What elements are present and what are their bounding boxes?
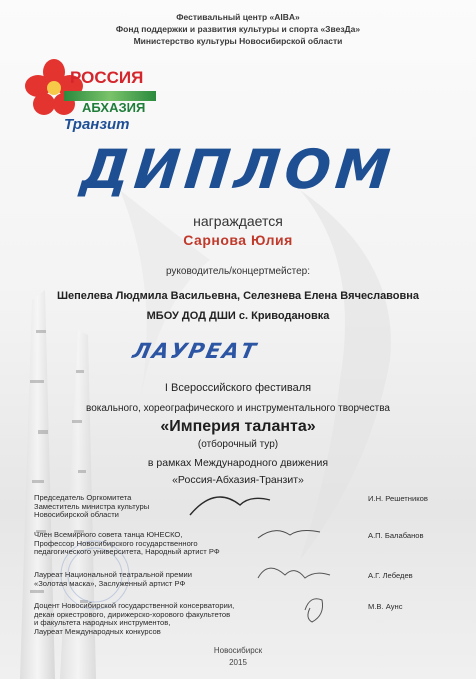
festival-logo [24,58,174,138]
festival-line-1: I Всероссийского фестиваля [164,382,312,394]
signatory-3-title: Лауреат Национальной театральной премии «Золотая маска», Заслуженный артист РФ [34,570,193,588]
festival-line-2: вокального, хореографического и инструментального творчества [86,403,390,414]
festival-name: «Империя таланта» [160,418,316,435]
movement-name: «Россия-Абхазия-Транзит» [172,474,304,486]
logo-word-2: АБХАЗИЯ [82,100,146,115]
recipient-name: Сарнова Юлия [183,232,293,248]
signatory-4-name: М.В. Аунс [368,602,403,611]
signatory-2-title: Член Всемирного совета танца ЮНЕСКО, Профессор Новосибирского государственного педагогического университета, Народный артист РФ [34,530,220,557]
organizer-line-2: Фонд поддержки и развития культуры и спорта «ЗвезДа» [115,24,361,34]
diploma-title: ДИПЛОМ [78,138,398,201]
logo-word-1: РОССИЯ [70,68,144,87]
flower-icon [24,58,84,118]
year: 2015 [229,658,247,667]
school-name: МБОУ ДОД ДШИ с. Криводановка [146,310,330,322]
organizer-line-1: Фестивальный центр «AIBA» [176,12,300,22]
teacher-names: Шепелева Людмила Васильевна, Селезнева Елена Вячеславовна [56,290,420,302]
festival-round: (отборочный тур) [197,439,279,450]
logo-word-3: Транзит [64,116,130,133]
signatory-1-title: Председатель Оргкомитета Заместитель министра культуры Новосибирской области [34,493,150,520]
signatory-3-name: А.Г. Лебедев [368,571,413,580]
festival-movement: в рамках Международного движения [147,457,329,469]
laureate-title: ЛАУРЕАТ [130,339,260,363]
organizer-line-3: Министерство культуры Новосибирской области [133,36,343,46]
signatory-2-name: А.П. Балабанов [368,531,424,540]
city: Новосибирск [213,646,263,655]
awarded-label: награждается [193,213,283,229]
signatory-1-name: И.Н. Решетников [368,494,428,503]
teacher-label: руководитель/концертмейстер: [165,266,311,277]
signatory-4-title: Доцент Новосибирской государственной консерватории, декан оркестрового, дирижерско-хорового факультетов и факультета народных инструментов, Лауреат Международных конкурсов [34,601,235,636]
